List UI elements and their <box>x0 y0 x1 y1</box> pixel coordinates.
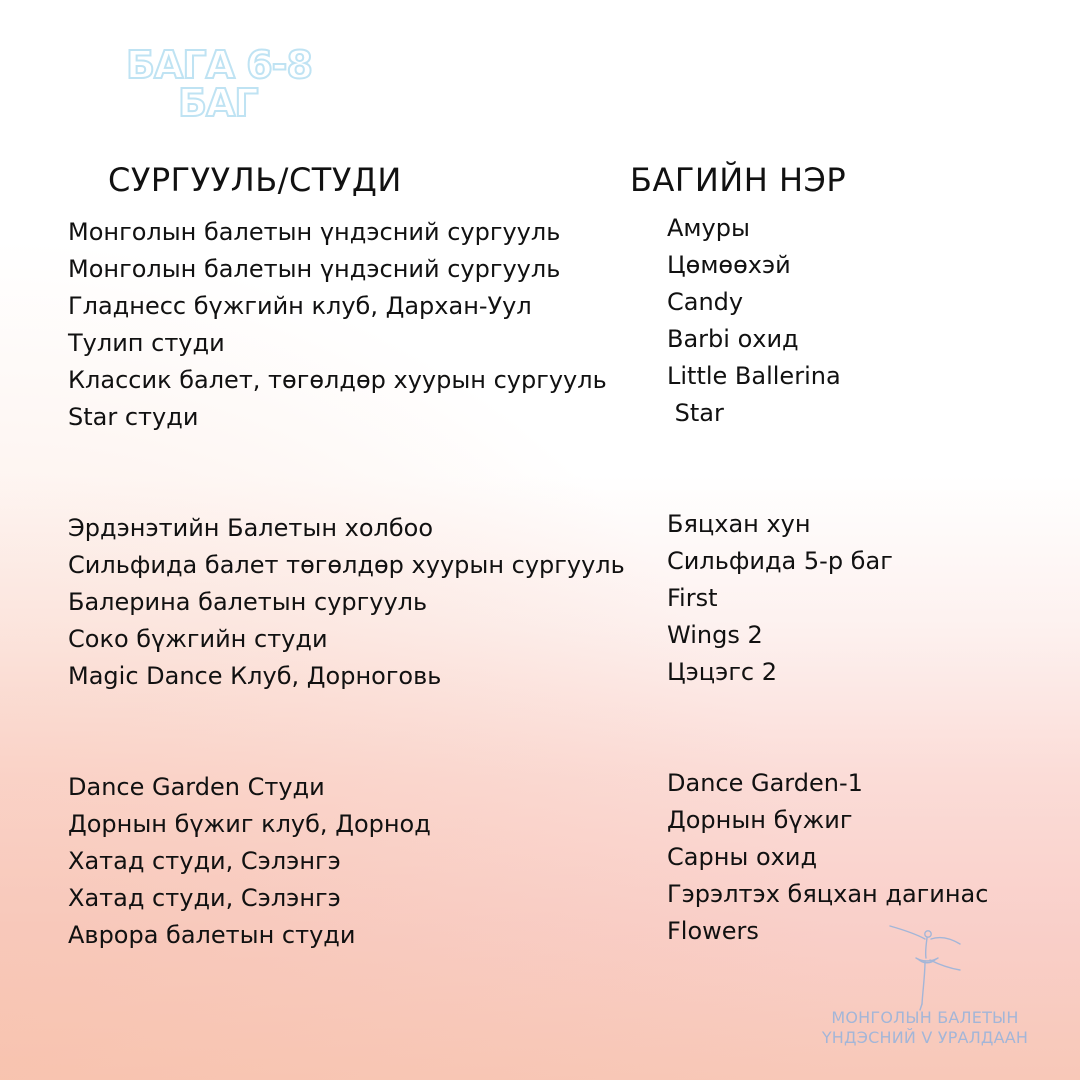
category-title-line2: БАГ <box>178 81 258 125</box>
school-item: Монголын балетын үндэсний сургууль <box>68 218 561 246</box>
team-item: Цөмөөхэй <box>667 251 791 279</box>
school-item: Dance Garden Студи <box>68 773 325 801</box>
school-item: Magic Dance Клуб, Дорноговь <box>68 662 442 690</box>
school-column-header: СУРГУУЛЬ/СТУДИ <box>108 161 402 199</box>
group-1-school-list <box>68 214 607 436</box>
team-item: Flowers <box>667 917 759 945</box>
team-item: Barbi охид <box>667 325 799 353</box>
school-item: Тулип студи <box>68 329 225 357</box>
group-2-school-list <box>68 510 625 695</box>
school-item: Балерина балетын сургууль <box>68 588 428 616</box>
team-item: Сильфида 5-р баг <box>667 547 893 575</box>
competition-logo-text <box>800 1008 1050 1048</box>
school-item: Классик балет, төгөлдөр хуурын сургууль <box>68 366 607 394</box>
school-item: Гладнесс бүжгийн клуб, Дархан-Уул <box>68 292 532 320</box>
team-item: Wings 2 <box>667 621 763 649</box>
school-item: Аврора балетын студи <box>68 921 356 949</box>
group-1-team-list <box>667 210 841 432</box>
school-item: Сильфида балет төгөлдөр хуурын сургууль <box>68 551 625 579</box>
category-title <box>126 43 366 125</box>
team-item: Дорнын бүжиг <box>667 806 853 834</box>
group-3-school-list <box>68 769 431 954</box>
school-item: Дорнын бүжиг клуб, Дорнод <box>68 810 431 838</box>
team-item: Dance Garden-1 <box>667 769 863 797</box>
team-item: Бяцхан хун <box>667 510 811 538</box>
team-item: Little Ballerina <box>667 362 841 390</box>
team-item: Candy <box>667 288 744 316</box>
school-item: Хатад студи, Сэлэнгэ <box>68 847 341 875</box>
team-item: Гэрэлтэх бяцхан дагинас <box>667 880 989 908</box>
school-item: Star студи <box>68 403 199 431</box>
team-item: Star <box>667 399 724 427</box>
school-item: Эрдэнэтийн Балетын холбоо <box>68 514 434 542</box>
logo-text-line1: МОНГОЛЫН БАЛЕТЫН <box>831 1008 1019 1027</box>
team-item: Сарны охид <box>667 843 818 871</box>
category-title-line1: БАГА 6-8 <box>126 43 312 87</box>
team-item: First <box>667 584 718 612</box>
team-column-header: БАГИЙН НЭР <box>630 161 847 199</box>
team-item: Амуры <box>667 214 750 242</box>
logo-text-line2: ҮНДЭСНИЙ V УРАЛДААН <box>821 1028 1029 1047</box>
school-item: Монголын балетын үндэсний сургууль <box>68 255 561 283</box>
school-item: Хатад студи, Сэлэнгэ <box>68 884 341 912</box>
group-2-team-list <box>667 506 893 691</box>
team-item: Цэцэгс 2 <box>667 658 778 686</box>
school-item: Соко бүжгийн студи <box>68 625 328 653</box>
ballerina-icon <box>878 920 974 1016</box>
